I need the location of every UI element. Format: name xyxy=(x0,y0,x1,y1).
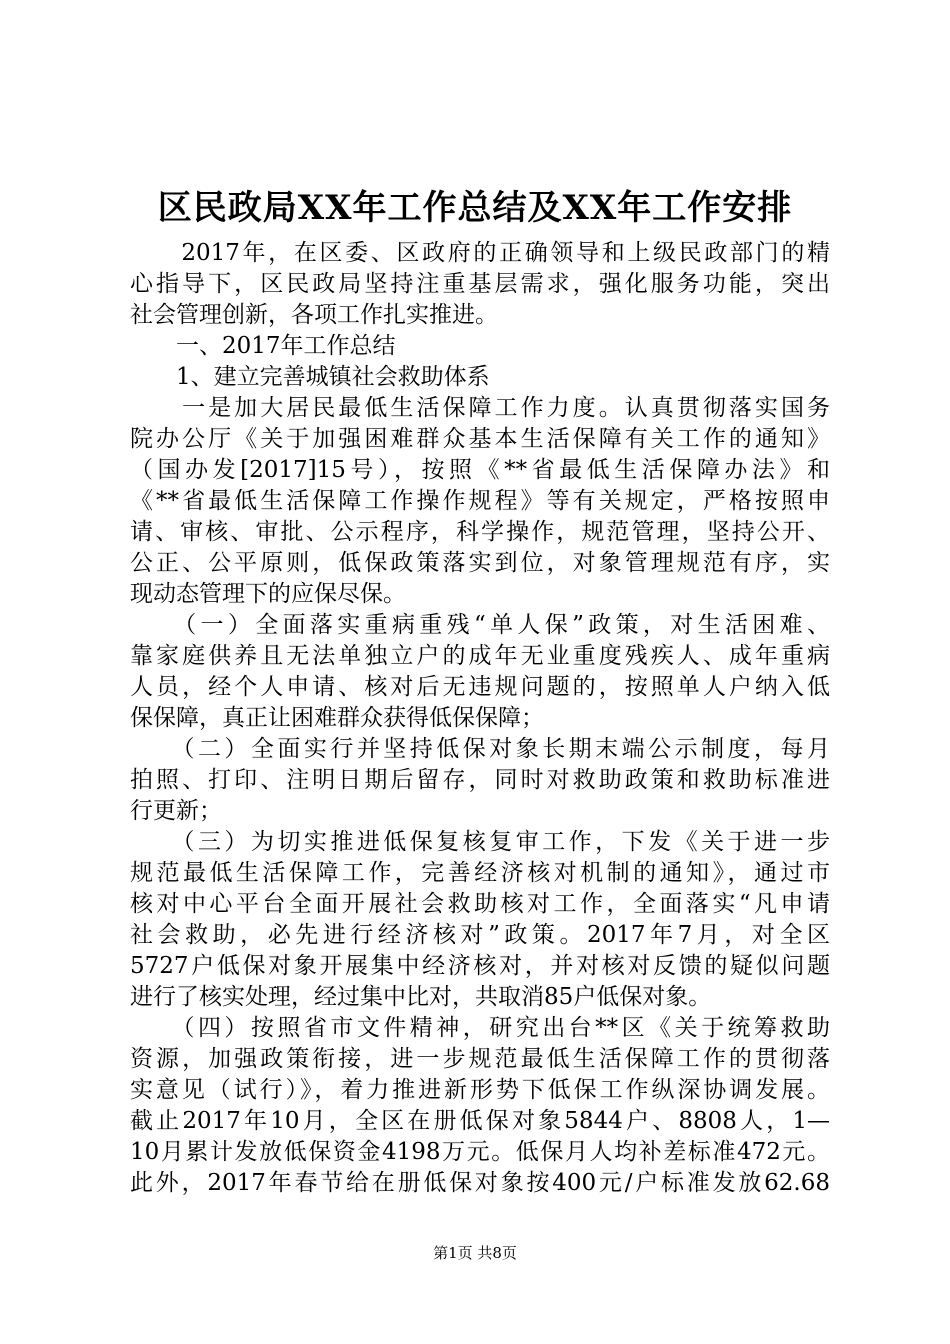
document-title: 区民政局XX年工作总结及XX年工作安排 xyxy=(157,188,793,228)
text-line: 2017年，在区委、区政府的正确领导和上级民政部门的精 xyxy=(130,240,830,266)
text-line: 一、2017年工作总结 xyxy=(130,333,396,359)
text-line: 社会救助，必先进行经济核对”政策。2017年7月，对全区 xyxy=(130,922,830,948)
text-line: 心指导下，区民政局坚持注重基层需求，强化服务功能，突出 xyxy=(130,271,830,297)
text-line: 进行了核实处理，经过集中比对，共取消85户低保对象。 xyxy=(130,984,712,1010)
text-line: 实意见（试行）》，着力推进新形势下低保工作纵深协调发展。 xyxy=(130,1077,830,1103)
text-line: 核对中心平台全面开展社会救助核对工作，全面落实“凡申请 xyxy=(130,891,830,917)
text-line: （一）全面落实重病重残“单人保”政策，对生活困难、 xyxy=(130,612,830,638)
text-line: 行更新； xyxy=(130,798,222,824)
text-line: 此外，2017年春节给在册低保对象按400元/户标准发放62.68 xyxy=(130,1170,830,1196)
text-line: （四）按照省市文件精神，研究出台**区《关于统筹救助 xyxy=(130,1015,830,1041)
text-line: 资源，加强政策衔接，进一步规范最低生活保障工作的贯彻落 xyxy=(130,1046,830,1072)
text-line: 规范最低生活保障工作，完善经济核对机制的通知》，通过市 xyxy=(130,860,830,886)
text-line: 1、建立完善城镇社会救助体系 xyxy=(130,364,490,390)
text-line: 保保障，真正让困难群众获得低保保障； xyxy=(130,705,544,731)
page-footer: 第1页 共8页 xyxy=(433,1244,517,1262)
text-line: （国办发[2017]15号），按照《**省最低生活保障办法》和 xyxy=(130,457,830,483)
document-body xyxy=(130,238,830,1199)
text-line: 请、审核、审批、公示程序，科学操作，规范管理，坚持公开、 xyxy=(130,519,830,545)
text-line: 靠家庭供养且无法单独立户的成年无业重度残疾人、成年重病 xyxy=(130,643,830,669)
text-line: 社会管理创新，各项工作扎实推进。 xyxy=(130,302,498,328)
text-line: 现动态管理下的应保尽保。 xyxy=(130,581,406,607)
text-line: 《**省最低生活保障工作操作规程》等有关规定，严格按照申 xyxy=(130,488,830,514)
text-line: 5727户低保对象开展集中经济核对，并对核对反馈的疑似问题 xyxy=(130,953,830,979)
text-line: 人员，经个人申请、核对后无违规问题的，按照单人户纳入低 xyxy=(130,674,830,700)
text-line: 截止2017年10月，全区在册低保对象5844户、8808人，1— xyxy=(130,1108,830,1134)
text-line: 院办公厅《关于加强困难群众基本生活保障有关工作的通知》 xyxy=(130,426,830,452)
text-line: 一是加大居民最低生活保障工作力度。认真贯彻落实国务 xyxy=(130,395,830,421)
text-line: （二）全面实行并坚持低保对象长期末端公示制度，每月 xyxy=(130,736,830,762)
text-line: 10月累计发放低保资金4198万元。低保月人均补差标准472元。 xyxy=(130,1139,830,1165)
text-line: 公正、公平原则，低保政策落实到位，对象管理规范有序，实 xyxy=(130,550,830,576)
text-line: （三）为切实推进低保复核复审工作，下发《关于进一步 xyxy=(130,829,830,855)
text-line: 拍照、打印、注明日期后留存，同时对救助政策和救助标准进 xyxy=(130,767,830,793)
